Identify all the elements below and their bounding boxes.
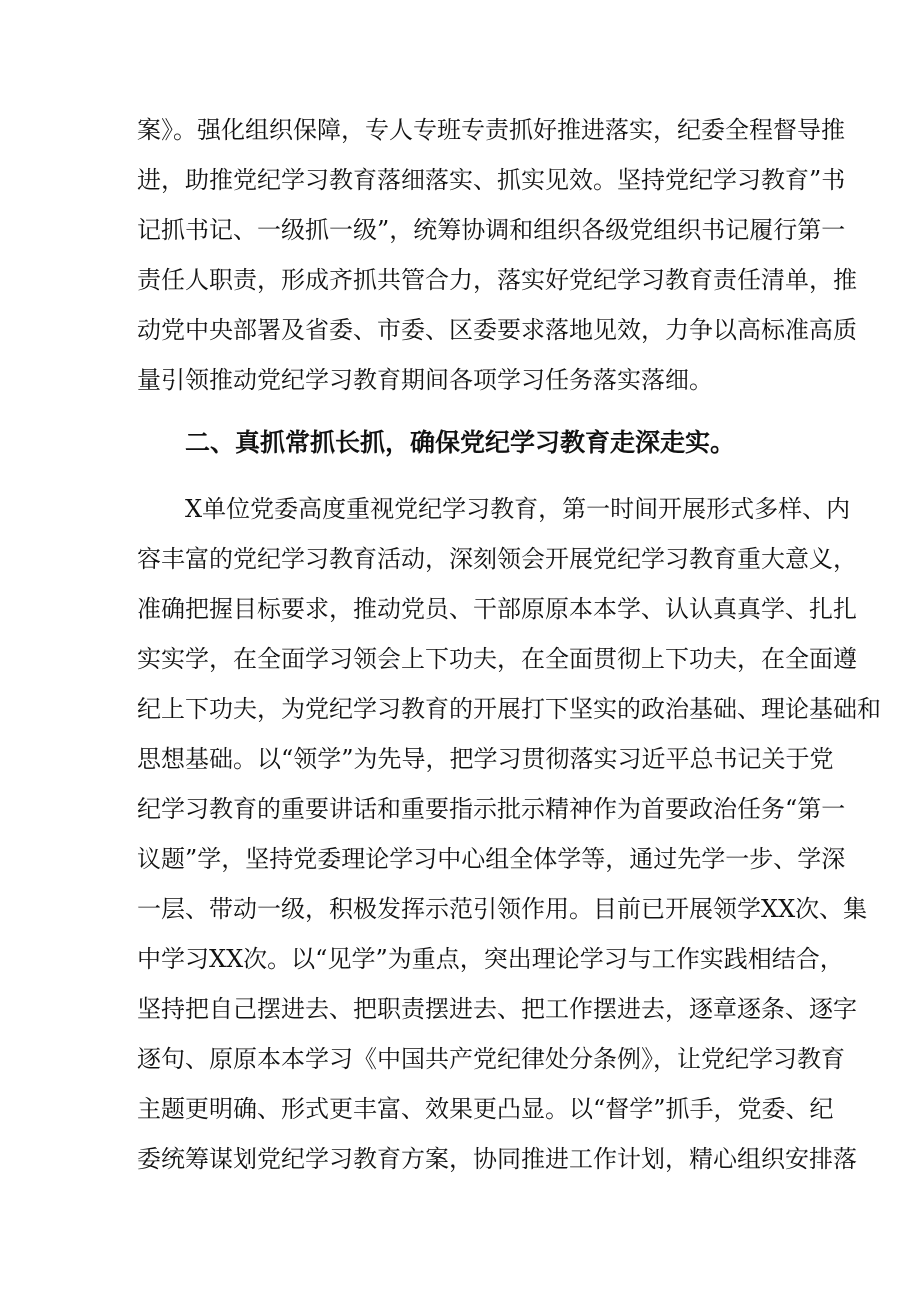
paragraph-line: 主题更明确、形式更丰富、效果更凸显。以“督学”抓手，党委、纪 <box>137 1095 834 1123</box>
paragraph-line: 实实学，在全面学习领会上下功夫，在全面贯彻上下功夫，在全面遵 <box>137 645 857 673</box>
paragraph-line: 动党中央部署及省委、市委、区委要求落地见效，力争以高标准高质 <box>137 316 857 344</box>
paragraph-line: 责任人职责，形成齐抓共管合力，落实好党纪学习教育责任清单，推 <box>137 266 857 294</box>
paragraph-line: 容丰富的党纪学习教育活动，深刻领会开展党纪学习教育重大意义， <box>137 545 857 573</box>
paragraph-line: 坚持把自己摆进去、把职责摆进去、把工作摆进去，逐章逐条、逐字 <box>137 995 857 1023</box>
paragraph-line: 一层、带动一级，积极发挥示范引领作用。目前已开展领学XX次、集 <box>137 895 868 923</box>
paragraph-line: 记抓书记、一级抓一级”，统筹协调和组织各级党组织书记履行第一 <box>137 216 846 244</box>
paragraph-line: 思想基础。以“领学”为先导，把学习贯彻落实习近平总书记关于党 <box>137 745 834 773</box>
paragraph-line: 准确把握目标要求，推动党员、干部原原本本学、认认真真学、扎扎 <box>137 595 857 623</box>
paragraph-line: 逐句、原原本本学习《中国共产党纪律处分条例》，让党纪学习教育 <box>137 1045 845 1073</box>
paragraph-line: 量引领推动党纪学习教育期间各项学习任务落实落细。 <box>137 366 713 394</box>
paragraph-line: 案》。强化组织保障，专人专班专责抓好推进落实，纪委全程督导推 <box>137 116 845 144</box>
paragraph-line: 委统筹谋划党纪学习教育方案，协同推进工作计划，精心组织安排落 <box>137 1145 857 1173</box>
section-heading: 二、真抓常抓长抓，确保党纪学习教育走深走实。 <box>185 428 736 457</box>
paragraph-line: 中学习XX次。以“见学”为重点，突出理论学习与工作实践相结合， <box>137 945 844 973</box>
paragraph-line: 纪上下功夫，为党纪学习教育的开展打下坚实的政治基础、理论基础和 <box>137 695 881 723</box>
paragraph-line: X单位党委高度重视党纪学习教育，第一时间开展形式多样、内 <box>185 495 851 523</box>
paragraph-line: 议题”学，坚持党委理论学习中心组全体学等，通过先学一步、学深 <box>137 845 846 873</box>
paragraph-line: 纪学习教育的重要讲话和重要指示批示精神作为首要政治任务“第一 <box>137 795 846 823</box>
paragraph-line: 进，助推党纪学习教育落细落实、抓实见效。坚持党纪学习教育”书 <box>137 166 846 194</box>
